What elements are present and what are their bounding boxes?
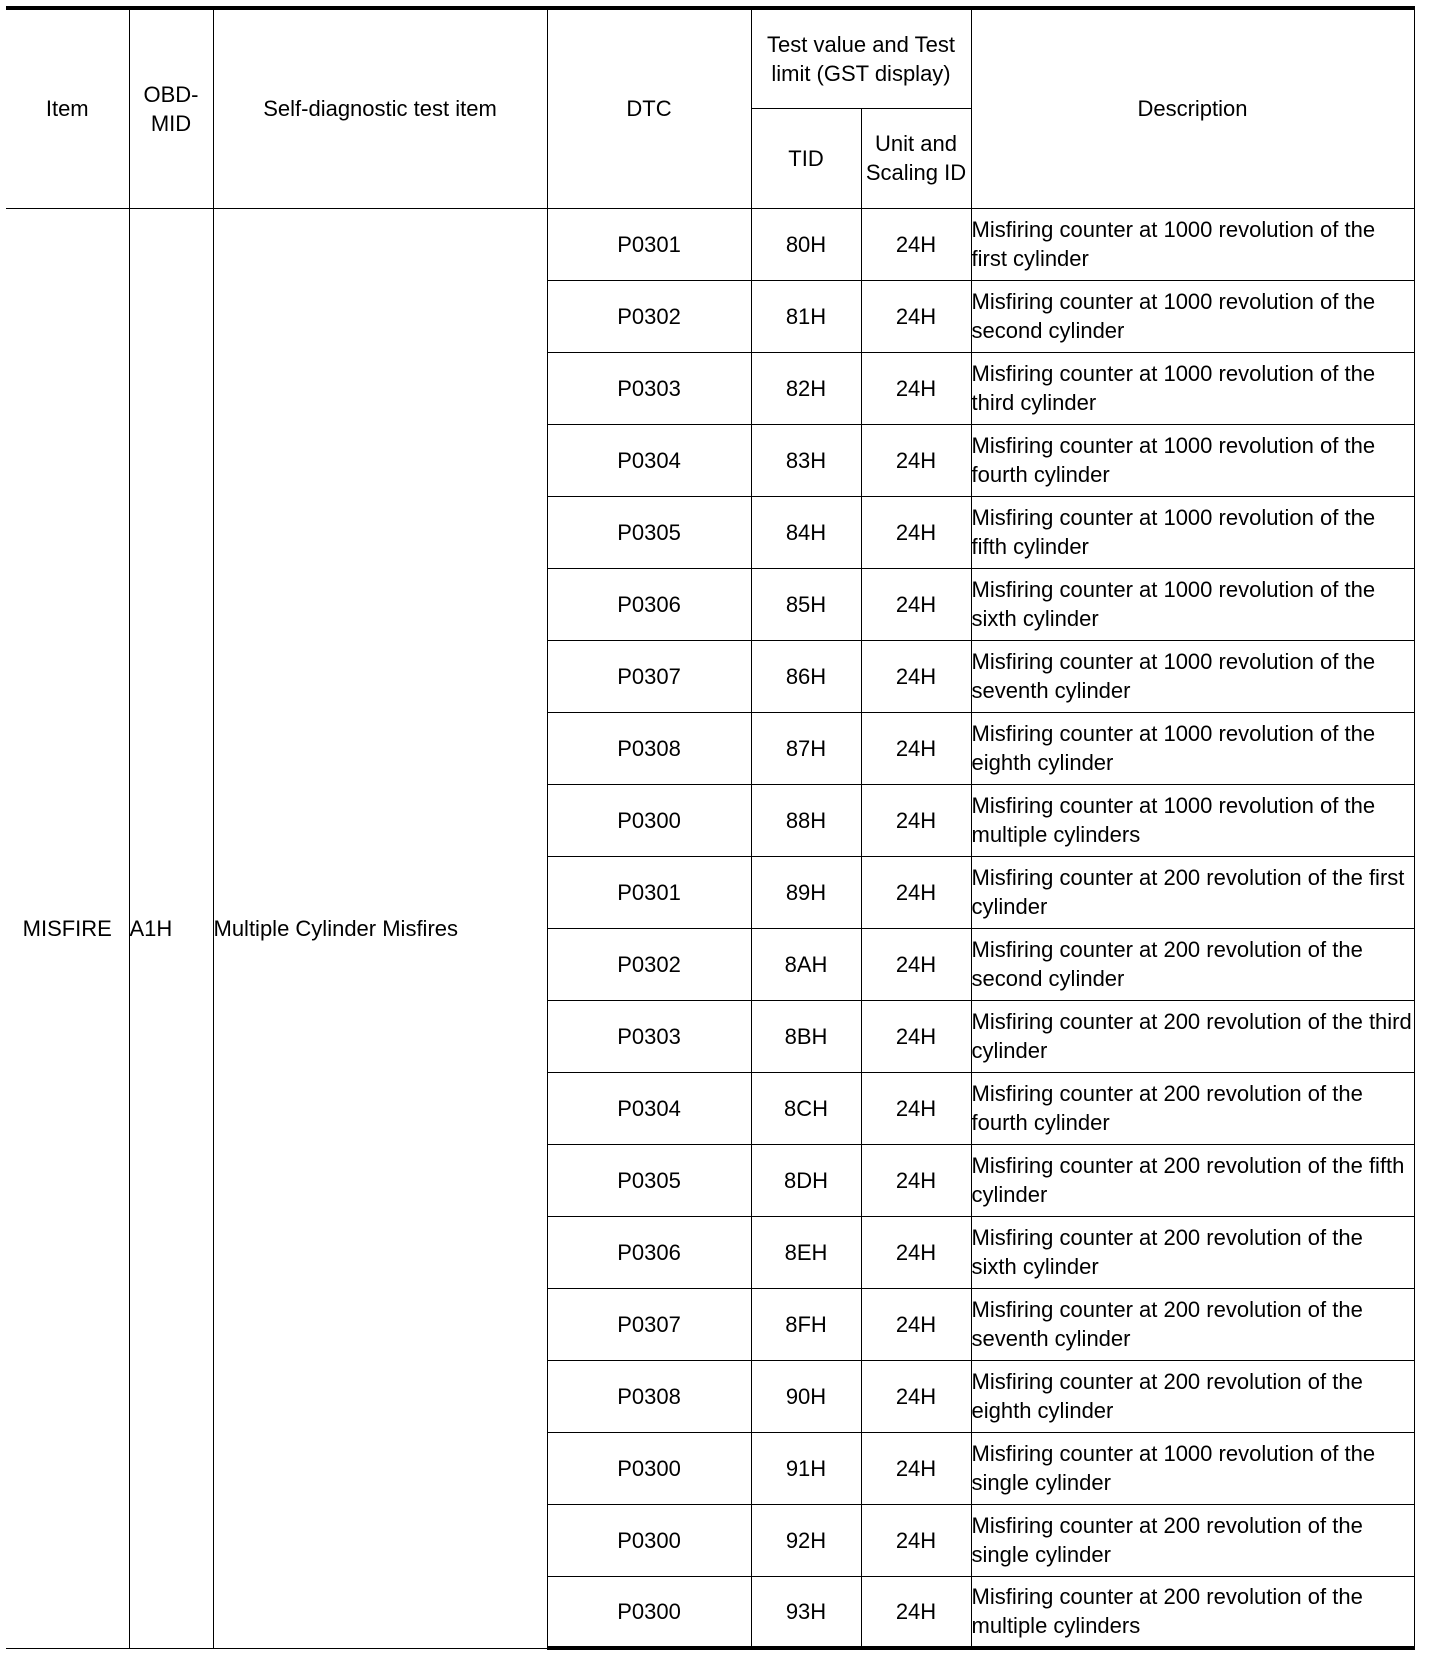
dtc-cell: P0300 [547,1576,751,1648]
tid-cell: 8FH [751,1288,861,1360]
header-test-value-group: Test value and Test limit (GST display) [751,8,971,108]
dtc-cell: P0303 [547,352,751,424]
header-self-diagnostic-test-item: Self-diagnostic test item [213,8,547,208]
description-cell: Misfiring counter at 1000 revolution of the single cylinder [971,1432,1414,1504]
dtc-cell: P0306 [547,568,751,640]
unit-scaling-cell: 24H [861,208,971,280]
unit-scaling-cell: 24H [861,1360,971,1432]
unit-scaling-cell: 24H [861,1072,971,1144]
unit-scaling-cell: 24H [861,1216,971,1288]
unit-scaling-cell: 24H [861,1144,971,1216]
unit-scaling-cell: 24H [861,496,971,568]
description-cell: Misfiring counter at 200 revolution of the third cylinder [971,1000,1414,1072]
dtc-cell: P0303 [547,1000,751,1072]
tid-cell: 83H [751,424,861,496]
obd-mid-cell: A1H [129,208,213,1648]
unit-scaling-cell: 24H [861,1000,971,1072]
dtc-cell: P0301 [547,856,751,928]
unit-scaling-cell: 24H [861,1504,971,1576]
self-diagnostic-item-cell: Multiple Cylinder Misfires [213,208,547,1648]
dtc-cell: P0307 [547,640,751,712]
description-cell: Misfiring counter at 200 revolution of the single cylinder [971,1504,1414,1576]
header-obd-mid: OBD-MID [129,8,213,208]
tid-cell: 84H [751,496,861,568]
dtc-cell: P0308 [547,712,751,784]
unit-scaling-cell: 24H [861,1288,971,1360]
unit-scaling-cell: 24H [861,928,971,1000]
dtc-cell: P0300 [547,1432,751,1504]
description-cell: Misfiring counter at 1000 revolution of the eighth cylinder [971,712,1414,784]
description-cell: Misfiring counter at 1000 revolution of the seventh cylinder [971,640,1414,712]
tid-cell: 8AH [751,928,861,1000]
tid-cell: 81H [751,280,861,352]
description-cell: Misfiring counter at 1000 revolution of the third cylinder [971,352,1414,424]
unit-scaling-cell: 24H [861,856,971,928]
item-cell: MISFIRE [6,208,129,1648]
unit-scaling-cell: 24H [861,352,971,424]
dtc-cell: P0306 [547,1216,751,1288]
header-description: Description [971,8,1414,208]
table-body [6,208,1414,1648]
header-item: Item [6,8,129,208]
tid-cell: 93H [751,1576,861,1648]
dtc-cell: P0305 [547,496,751,568]
dtc-cell: P0302 [547,280,751,352]
description-cell: Misfiring counter at 1000 revolution of the multiple cylinders [971,784,1414,856]
tid-cell: 92H [751,1504,861,1576]
tid-cell: 80H [751,208,861,280]
tid-cell: 8EH [751,1216,861,1288]
unit-scaling-cell: 24H [861,1432,971,1504]
header-unit-scaling-id: Unit and Scaling ID [861,108,971,208]
description-cell: Misfiring counter at 200 revolution of the seventh cylinder [971,1288,1414,1360]
description-cell: Misfiring counter at 1000 revolution of the sixth cylinder [971,568,1414,640]
dtc-cell: P0301 [547,208,751,280]
unit-scaling-cell: 24H [861,712,971,784]
header-tid: TID [751,108,861,208]
description-cell: Misfiring counter at 200 revolution of the sixth cylinder [971,1216,1414,1288]
dtc-cell: P0300 [547,1504,751,1576]
dtc-cell: P0308 [547,1360,751,1432]
description-cell: Misfiring counter at 1000 revolution of the second cylinder [971,280,1414,352]
dtc-cell: P0304 [547,1072,751,1144]
misfire-spec-table [6,6,1415,1650]
tid-cell: 8DH [751,1144,861,1216]
unit-scaling-cell: 24H [861,424,971,496]
tid-cell: 87H [751,712,861,784]
tid-cell: 91H [751,1432,861,1504]
dtc-cell: P0304 [547,424,751,496]
description-cell: Misfiring counter at 1000 revolution of the first cylinder [971,208,1414,280]
dtc-cell: P0300 [547,784,751,856]
tid-cell: 8BH [751,1000,861,1072]
description-cell: Misfiring counter at 200 revolution of the fourth cylinder [971,1072,1414,1144]
unit-scaling-cell: 24H [861,784,971,856]
description-cell: Misfiring counter at 1000 revolution of the fourth cylinder [971,424,1414,496]
header-dtc: DTC [547,8,751,208]
description-cell: Misfiring counter at 200 revolution of the first cylinder [971,856,1414,928]
unit-scaling-cell: 24H [861,1576,971,1648]
table-header [6,8,1414,208]
tid-cell: 90H [751,1360,861,1432]
tid-cell: 8CH [751,1072,861,1144]
tid-cell: 85H [751,568,861,640]
dtc-cell: P0302 [547,928,751,1000]
unit-scaling-cell: 24H [861,568,971,640]
dtc-cell: P0305 [547,1144,751,1216]
description-cell: Misfiring counter at 200 revolution of the multiple cylinders [971,1576,1414,1648]
table-row [6,208,1414,280]
description-cell: Misfiring counter at 200 revolution of the second cylinder [971,928,1414,1000]
unit-scaling-cell: 24H [861,280,971,352]
tid-cell: 88H [751,784,861,856]
description-cell: Misfiring counter at 200 revolution of the fifth cylinder [971,1144,1414,1216]
dtc-cell: P0307 [547,1288,751,1360]
tid-cell: 89H [751,856,861,928]
description-cell: Misfiring counter at 1000 revolution of the fifth cylinder [971,496,1414,568]
unit-scaling-cell: 24H [861,640,971,712]
tid-cell: 82H [751,352,861,424]
description-cell: Misfiring counter at 200 revolution of the eighth cylinder [971,1360,1414,1432]
tid-cell: 86H [751,640,861,712]
